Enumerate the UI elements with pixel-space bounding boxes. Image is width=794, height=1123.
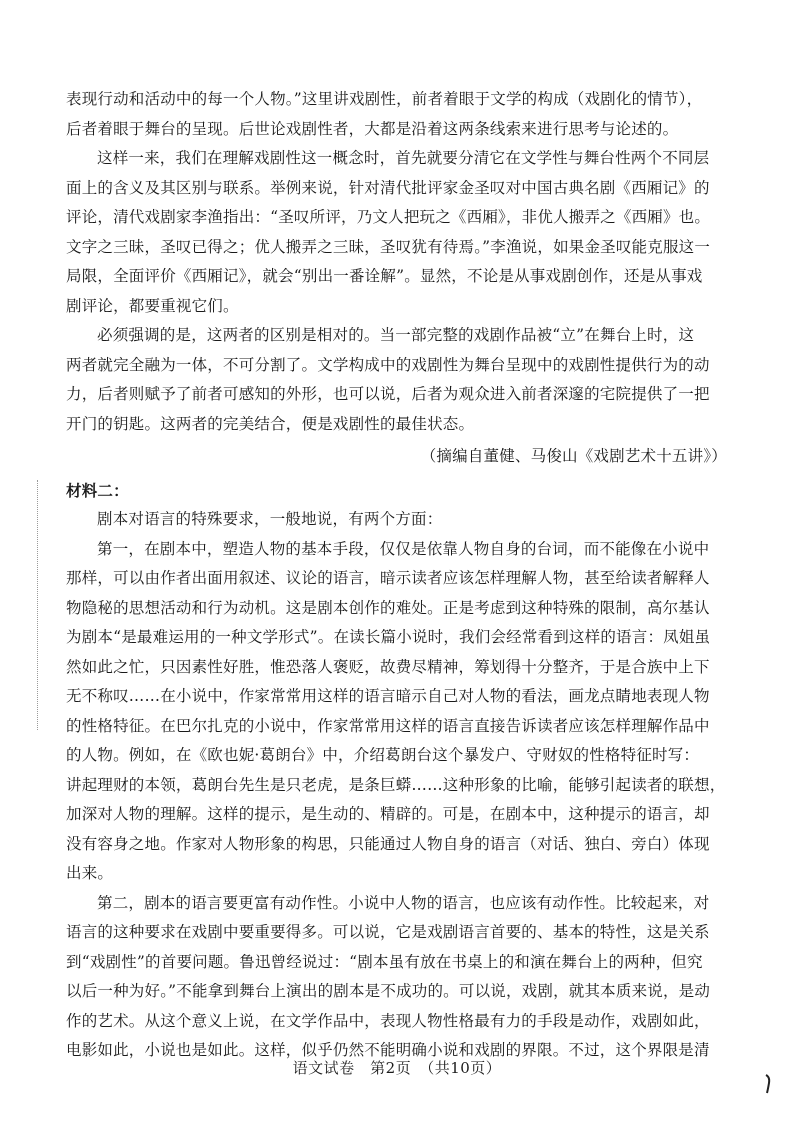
text-line: 没有容身之地。作家对人物形象的构思，只能通过人物自身的语言（对话、独白、旁白）体现 [66,834,710,853]
text-line: 到“戏剧性”的首要问题。鲁迅曾经说过：“剧本虽有放在书桌上的和演在舞台上的两种，但究 [66,952,703,971]
document-page [66,85,729,1066]
text-line: 加深对人物的理解。这样的提示，是生动的、精辟的。可是，在剧本中，这种提示的语言，却 [66,805,710,823]
text-line: 然如此之忙，只因素性好胜，惟恐落人褒贬，故费尽精神，筹划得十分整齐，于是合族中上下 [66,657,710,676]
text-line: 出来。 [66,864,114,882]
text-line: 那样，可以由作者出面用叙述、议论的语言，暗示读者应该怎样理解人物，甚至给读者解释人 [66,569,710,587]
text-line: 开门的钥匙。这两者的完美结合，便是戏剧性的最佳状态。 [66,414,475,433]
text-line: 以后一种为好。”不能拿到舞台上演出的剧本是不成功的。可以说，戏剧，就其本质来说，是动 [66,982,711,1000]
page-footer: 语文试卷 第2页 （共10页） [292,1059,502,1077]
section-heading: 材料二： [66,480,129,500]
text-line: 局限，全面评价《西厢记》，就会“别出一番诠解”。显然，不论是从事戏剧创作，还是从事戏 [66,267,703,285]
text-line: 评论，清代戏剧家李渔指出：“圣叹所评，乃文人把玩之《西厢》，非优人搬弄之《西厢》也。 [66,208,711,226]
text-line: 这样一来，我们在理解戏剧性这一概念时，首先就要分清它在文学性与舞台性两个不同层 [97,149,710,167]
text-line: 的性格特征。在巴尔扎克的小说中，作家常常用这样的语言直接告诉读者应该怎样理解作品中 [66,716,710,735]
source-citation: （摘编自董健、马俊山《戏剧艺术十五讲》） [420,447,727,465]
text-line: 第一，在剧本中，塑造人物的基本手段，仅仅是依靠人物自身的台词，而不能像在小说中 [97,539,710,558]
text-line: 剧评论，都要重视它们。 [66,296,239,315]
text-line: 两者就完全融为一体，不可分割了。文学构成中的戏剧性为舞台呈现中的戏剧性提供行为的动 [66,355,710,374]
binding-margin-dots [37,480,40,730]
text-line: 无不称叹……在小说中，作家常常用这样的语言暗示自己对人物的看法，画龙点睛地表现人物 [66,687,710,705]
text-line: 剧本对语言的特殊要求，一般地说，有两个方面： [97,510,443,528]
text-line: 物隐秘的思想活动和行为动机。这是剧本创作的难处。正是考虑到这种特殊的限制，高尔基认 [66,598,710,617]
text-line: 文字之三昧，圣叹已得之；优人搬弄之三昧，圣叹犹有待焉。”李渔说，如果金圣叹能克服这一 [66,237,711,256]
text-line: 第二，剧本的语言要更富有动作性。小说中人物的语言，也应该有动作性。比较起来，对 [97,893,710,912]
text-line: 电影如此，小说也是如此。这样，似乎仍然不能明确小说和戏剧的界限。不过，这个界限是清 [66,1041,710,1059]
text-line: 的人物。例如，在《欧也妮·葛朗台》中，介绍葛朗台这个暴发户、守财奴的性格特征时写： [66,746,700,764]
text-line: 后者着眼于舞台的呈现。后世论戏剧性者，大都是沿着这两条线索来进行思考与论述的。 [66,119,679,138]
scan-mark-icon [764,1073,772,1095]
text-line: 必须强调的是，这两者的区别是相对的。当一部完整的戏剧作品被“立”在舞台上时，这 [97,326,695,344]
text-line: 面上的含义及其区别与联系。举例来说，针对清代批评家金圣叹对中国古典名剧《西厢记》的 [66,178,710,197]
text-line: 语言的这种要求在戏剧中要重要得多。可以说，它是戏剧语言首要的、基本的特性，这是关系 [66,923,710,941]
text-line: 为剧本“是最难运用的一种文学形式”。在读长篇小说时，我们会经常看到这样的语言：凤姐虽 [66,628,711,646]
text-line: 力，后者则赋予了前者可感知的外形，也可以说，后者为观众进入前者深邃的宅院提供了一把 [66,385,710,403]
text-line: 讲起理财的本领，葛朗台先生是只老虎，是条巨蟒……这种形象的比喻，能够引起读者的联想， [66,775,726,794]
text-line: 作的艺术。从这个意义上说，在文学作品中，表现人物性格最有力的手段是动作，戏剧如此， [66,1011,710,1030]
text-line: 表现行动和活动中的每一个人物。”这里讲戏剧性，前者着眼于文学的构成（戏剧化的情节）， [66,90,703,108]
